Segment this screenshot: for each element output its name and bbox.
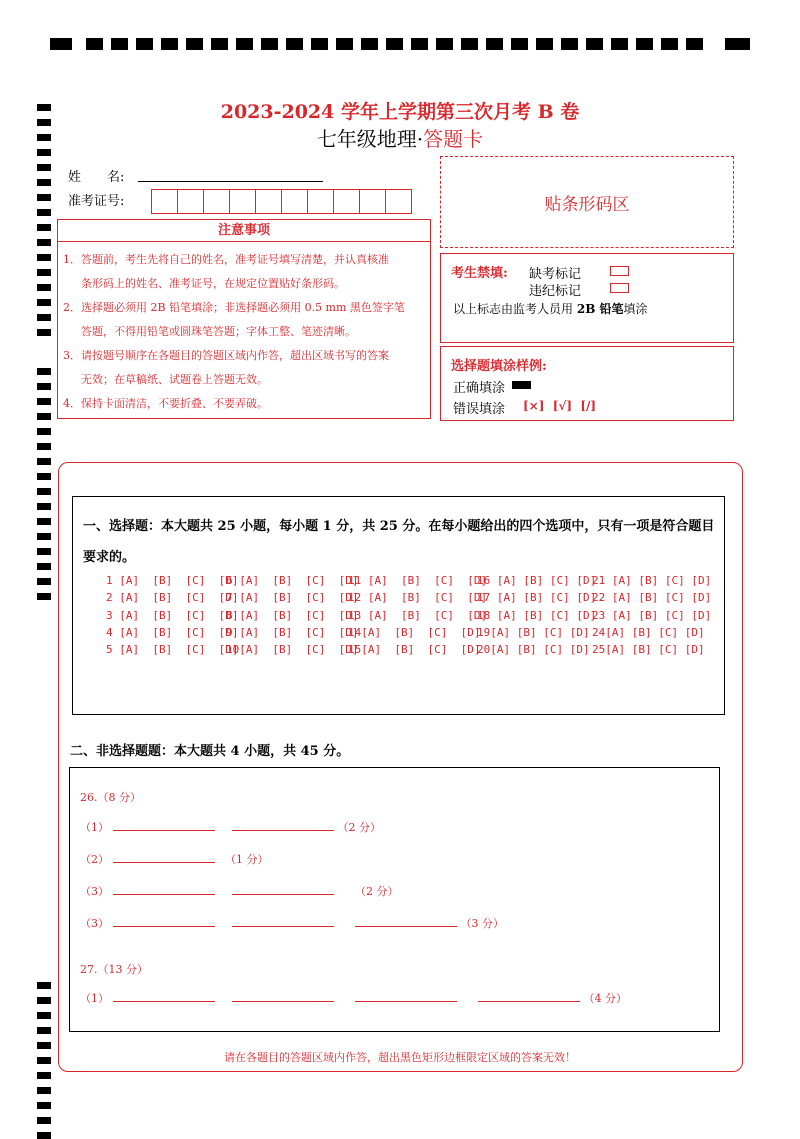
exam-subtitle (0, 123, 800, 152)
timing-mark (37, 1042, 51, 1049)
answer-blank[interactable] (113, 852, 215, 863)
notice-line: 答题，不得用铅笔或圆珠笔答题；字体工整、笔迹清晰。 (81, 325, 356, 338)
q26-title: 26.（8 分） (80, 791, 141, 804)
timing-mark (37, 428, 51, 435)
timing-mark (37, 443, 51, 450)
timing-mark (37, 1132, 51, 1139)
mc-question-row[interactable]: 9 [A] [B] [C] [D] (226, 625, 359, 639)
timing-mark (37, 179, 51, 186)
q26-part (80, 819, 381, 835)
timing-mark (86, 38, 103, 50)
proctor-label: 考生禁填: (451, 266, 508, 281)
timing-mark (586, 38, 603, 50)
timing-mark (186, 38, 203, 50)
notice-line: 2．选择题必须用 2B 铅笔填涂；非选择题必须用 0.5 mm 黑色签字笔 (63, 301, 405, 314)
mc-question-column (348, 572, 487, 658)
exam-id-digit-box[interactable] (333, 189, 360, 214)
timing-mark (161, 38, 178, 50)
timing-mark (261, 38, 278, 50)
mc-question-row[interactable]: 17 [A] [B] [C] [D] (477, 591, 597, 605)
exam-id-digit-box[interactable] (359, 189, 386, 214)
proctor-note-pre: 以上标志由监考人员用 (453, 302, 574, 316)
answer-blank[interactable] (113, 884, 215, 895)
proctor-note-post: 填涂 (623, 302, 648, 316)
absent-mark-box[interactable] (610, 266, 629, 276)
exam-id-digit-box[interactable] (203, 189, 230, 214)
proctor-note-bold: 2B 铅笔 (576, 302, 624, 316)
mc-question-row[interactable]: 11 [A] [B] [C] [D] (348, 574, 488, 587)
exam-id-digit-box[interactable] (229, 189, 256, 214)
mc-question-row[interactable]: 20[A] [B] [C] [D] (477, 643, 590, 657)
mc-question-row[interactable]: 18 [A] [B] [C] [D] (477, 608, 597, 622)
timing-mark (436, 38, 453, 50)
timing-mark (725, 38, 750, 50)
timing-mark (37, 224, 51, 231)
timing-mark (37, 254, 51, 261)
timing-mark (37, 1087, 51, 1094)
exam-id-digit-box[interactable] (177, 189, 204, 214)
answer-blank[interactable] (232, 820, 334, 831)
exam-id-digit-box[interactable] (385, 189, 412, 214)
mc-question-row[interactable]: 21 [A] [B] [C] [D] (592, 574, 712, 587)
mc-question-row[interactable]: 19[A] [B] [C] [D] (477, 625, 590, 639)
timing-mark (37, 1012, 51, 1019)
q26-part (80, 915, 504, 931)
timing-mark (37, 473, 51, 480)
answer-blank[interactable] (355, 991, 457, 1002)
exam-id-boxes[interactable] (152, 189, 412, 214)
name-label: 姓 名: (68, 170, 125, 185)
mc-question-row[interactable]: 4 [A] [B] [C] [D] (106, 625, 239, 639)
timing-mark (37, 593, 51, 600)
barcode-area (440, 156, 734, 248)
notice-list (58, 242, 430, 416)
timing-mark (37, 1117, 51, 1124)
exam-id-label: 准考证号: (68, 194, 125, 209)
notice-line: 条形码上的姓名、准考证号，在规定位置贴好条形码。 (81, 277, 345, 290)
timing-mark (311, 38, 328, 50)
score-label: （1 分） (225, 853, 269, 866)
notice-line: 无效；在草稿纸、试题卷上答题无效。 (81, 373, 268, 386)
violation-mark-box[interactable] (610, 283, 629, 293)
mc-question-column (106, 572, 238, 658)
mc-question-row[interactable]: 5 [A] [B] [C] [D] (106, 643, 239, 657)
q26-part (80, 851, 269, 867)
timing-mark (37, 488, 51, 495)
answer-blank[interactable] (232, 884, 334, 895)
footer-note: 请在各题目的答题区域内作答，超出黑色矩形边框限定区域的答案无效！ (224, 1051, 576, 1064)
timing-mark (37, 269, 51, 276)
timing-mark (661, 38, 678, 50)
timing-mark (37, 997, 51, 1004)
section2-heading: 二、非选择题题：本大题共 4 小题，共 45 分。 (70, 744, 350, 759)
notice-box (57, 219, 431, 419)
subject-label: 七年级地理· (316, 127, 424, 151)
score-label: （2 分） (337, 821, 381, 834)
part-label: （2） (80, 853, 109, 866)
timing-mark (37, 518, 51, 525)
part-label: （1） (80, 821, 109, 834)
exam-id-digit-box[interactable] (255, 189, 282, 214)
timing-mark (511, 38, 528, 50)
timing-mark (111, 38, 128, 50)
mc-heading: 一、选择题：本大题共 25 小题，每小题 1 分，共 25 分。在每小题给出的四个选项中，只有一项是符合题目要求的。 (83, 519, 715, 565)
answer-blank[interactable] (355, 916, 457, 927)
timing-mark (686, 38, 703, 50)
proctor-note (453, 300, 648, 317)
short-answer-box (69, 767, 720, 1032)
q27-title: 27.（13 分） (80, 963, 148, 976)
mc-question-row[interactable]: 8 [A] [B] [C] [D] (226, 608, 359, 622)
timing-mark (386, 38, 403, 50)
answer-blank[interactable] (113, 820, 215, 831)
notice-title: 注意事项 (58, 220, 430, 242)
sample-title: 选择题填涂样例: (451, 359, 547, 374)
timing-mark (236, 38, 253, 50)
absent-label: 缺考标记 (529, 267, 582, 282)
answer-blank[interactable] (113, 916, 215, 927)
mc-question-row[interactable]: 16 [A] [B] [C] [D] (477, 574, 597, 587)
mc-question-row[interactable]: 1 [A] [B] [C] [D] (106, 574, 239, 587)
violation-label: 违纪标记 (529, 284, 582, 299)
mc-question-row[interactable]: 24[A] [B] [C] [D] (592, 625, 705, 639)
mc-question-column (477, 572, 596, 658)
score-label: （3 分） (460, 917, 504, 930)
exam-id-digit-box[interactable] (281, 189, 308, 214)
timing-mark (37, 458, 51, 465)
timing-mark (37, 194, 51, 201)
score-label: （2 分） (354, 885, 399, 898)
timing-mark (636, 38, 653, 50)
answer-blank[interactable] (232, 916, 334, 927)
timing-mark (37, 533, 51, 540)
timing-mark (536, 38, 553, 50)
mc-question-row[interactable]: 6 [A] [B] [C] [D] (226, 574, 359, 587)
answer-blank[interactable] (232, 991, 334, 1002)
timing-mark (37, 398, 51, 405)
timing-mark (486, 38, 503, 50)
mc-question-row[interactable]: 14[A] [B] [C] [D] (348, 625, 481, 639)
mc-question-column (592, 572, 711, 658)
correct-fill-sample (512, 381, 531, 389)
q27-part (80, 990, 627, 1006)
mc-question-row[interactable]: 15[A] [B] [C] [D] (348, 643, 481, 657)
timing-mark (286, 38, 303, 50)
timing-mark (411, 38, 428, 50)
part-label: （1） (80, 992, 109, 1005)
wrong-fill-label: 错误填涂 (453, 402, 506, 417)
notice-line: 1．答题前，考生先将自己的姓名，准考证号填写清楚，并认真核准 (63, 253, 389, 266)
timing-mark (37, 563, 51, 570)
timing-mark (37, 413, 51, 420)
timing-mark (37, 383, 51, 390)
timing-mark (37, 1072, 51, 1079)
multiple-choice-box (72, 496, 725, 715)
timing-mark (37, 368, 51, 375)
mc-question-row[interactable]: 3 [A] [B] [C] [D] (106, 608, 239, 622)
timing-mark (37, 329, 51, 336)
mc-question-row[interactable]: 12 [A] [B] [C] [D] (348, 591, 488, 605)
answer-blank[interactable] (478, 991, 580, 1002)
card-label: 答题卡 (423, 127, 484, 151)
notice-line: 3．请按题号顺序在各题目的答题区域内作答，超出区域书写的答案 (63, 349, 389, 362)
part-label: （3） (80, 885, 109, 898)
fill-sample-box (440, 346, 734, 421)
answer-blank[interactable] (113, 991, 215, 1002)
timing-mark (336, 38, 353, 50)
timing-mark (37, 164, 51, 171)
timing-mark (561, 38, 578, 50)
timing-mark (37, 314, 51, 321)
timing-marks-top (50, 38, 750, 50)
q26-part (80, 883, 398, 899)
mc-question-row[interactable]: 10[A] [B] [C] [D] (226, 643, 359, 657)
exam-id-digit-box[interactable] (151, 189, 178, 214)
notice-line: 4．保持卡面清洁，不要折叠、不要弄破。 (63, 397, 268, 410)
timing-mark (37, 299, 51, 306)
timing-mark (37, 548, 51, 555)
part-label: （3） (80, 917, 109, 930)
mc-question-row[interactable]: 25[A] [B] [C] [D] (592, 643, 705, 657)
timing-mark (37, 503, 51, 510)
timing-mark (136, 38, 153, 50)
timing-mark (37, 982, 51, 989)
timing-mark (37, 1102, 51, 1109)
timing-mark (461, 38, 478, 50)
timing-mark (37, 284, 51, 291)
wrong-fill-samples: [×] [√] [/] (523, 399, 597, 413)
name-field[interactable] (138, 180, 323, 182)
mc-question-row[interactable]: 22 [A] [B] [C] [D] (592, 591, 712, 605)
timing-mark (37, 1027, 51, 1034)
barcode-label: 贴条形码区 (544, 194, 630, 215)
exam-title: 2023-2024 学年上学期第三次月考 B 卷 (220, 101, 580, 123)
mc-question-row[interactable]: 2 [A] [B] [C] [D] (106, 591, 239, 605)
proctor-marks-box (440, 253, 734, 343)
timing-mark (361, 38, 378, 50)
mc-question-column (226, 572, 358, 658)
timing-mark (611, 38, 628, 50)
mc-question-row[interactable]: 23 [A] [B] [C] [D] (592, 608, 712, 622)
mc-question-row[interactable]: 13 [A] [B] [C] [D] (348, 608, 488, 622)
score-label: （4 分） (583, 992, 627, 1005)
timing-mark (37, 209, 51, 216)
timing-mark (50, 38, 72, 50)
timing-mark (211, 38, 228, 50)
timing-mark (37, 239, 51, 246)
exam-id-digit-box[interactable] (307, 189, 334, 214)
mc-question-row[interactable]: 7 [A] [B] [C] [D] (226, 591, 359, 605)
correct-fill-label: 正确填涂 (453, 381, 506, 396)
timing-mark (37, 578, 51, 585)
